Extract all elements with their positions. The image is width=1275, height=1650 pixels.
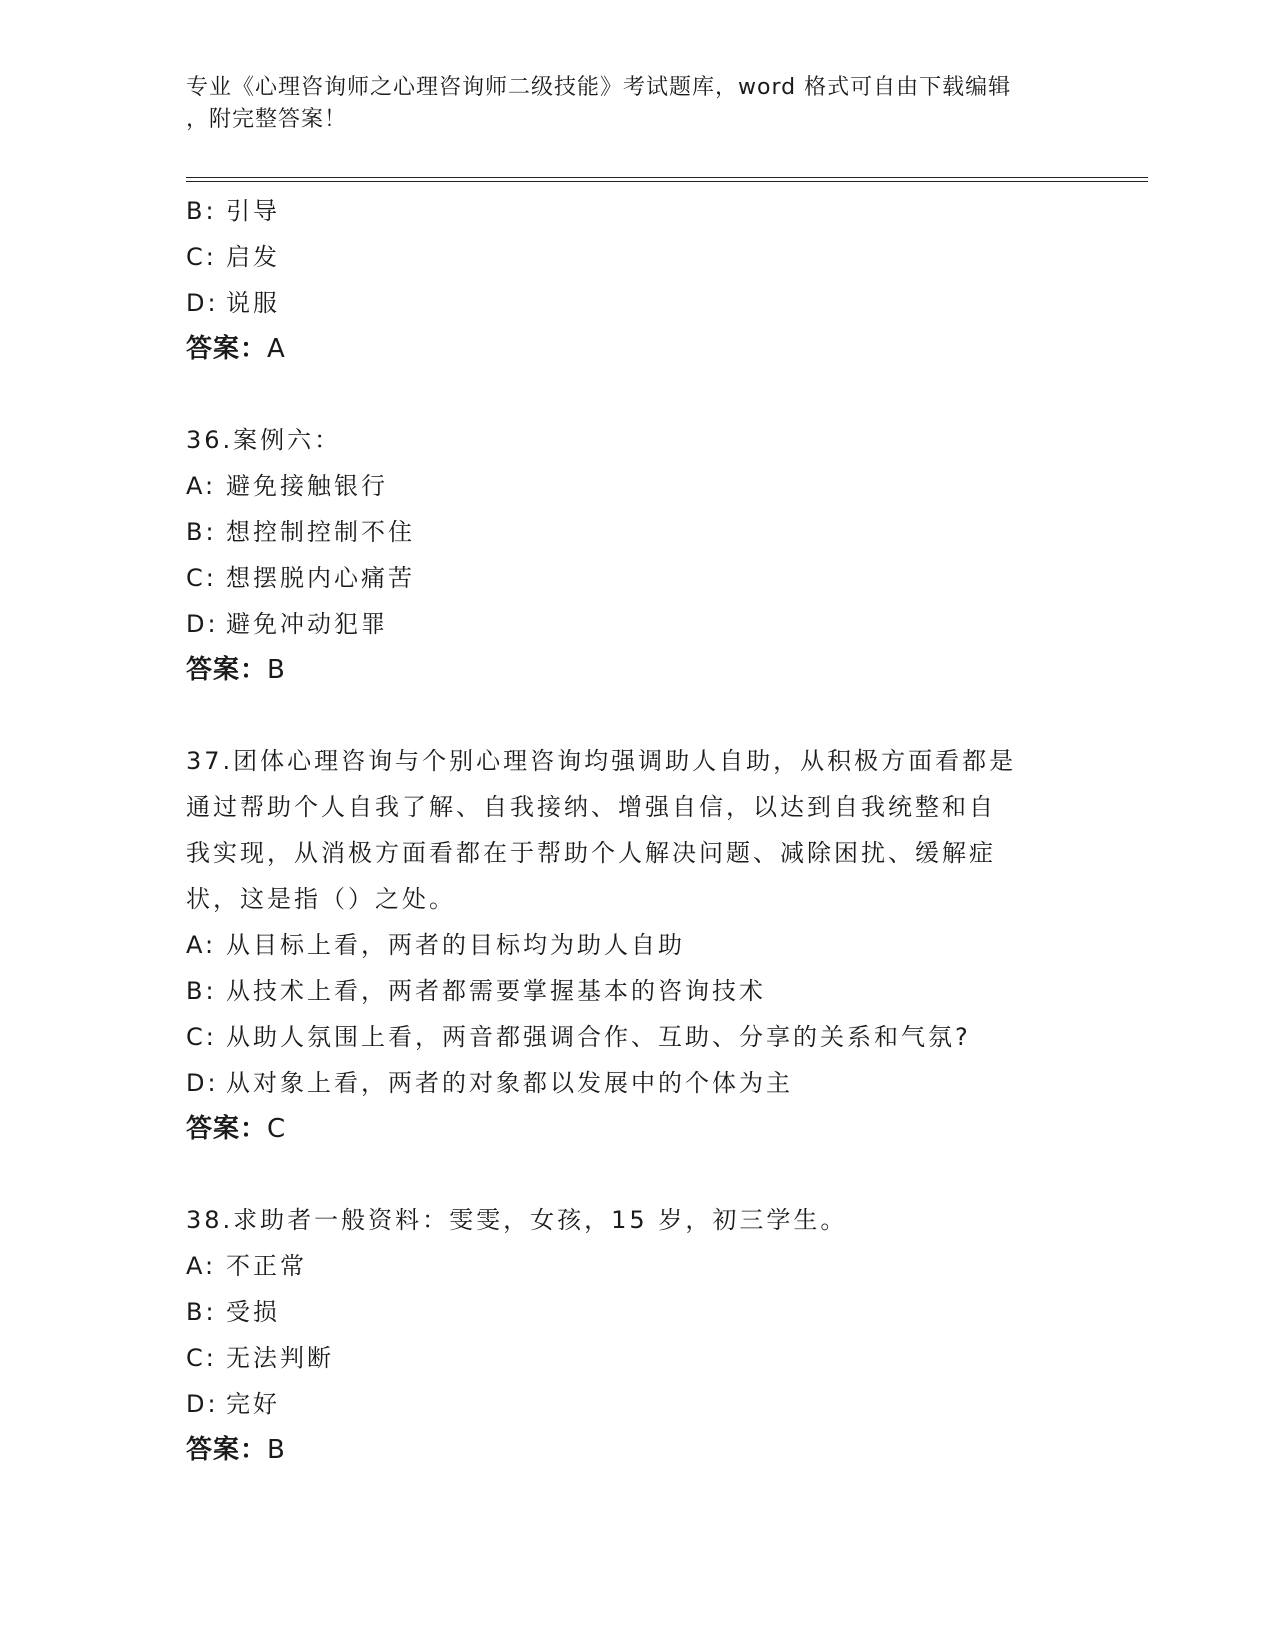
- option: [186, 188, 1086, 234]
- option-text: 从对象上看，两者的对象都以发展中的个体为主: [226, 1069, 793, 1097]
- option-text: 避免接触银行: [226, 472, 388, 500]
- header-rule: [186, 177, 1148, 182]
- option-text: 启发: [226, 243, 280, 271]
- option: [186, 1335, 1086, 1381]
- document-body: [186, 188, 1086, 1473]
- option-letter: C:: [186, 564, 217, 592]
- answer: [186, 326, 1086, 372]
- option-text: 从技术上看，两者都需要掌握基本的咨询技术: [226, 977, 766, 1005]
- spacer: [186, 372, 1086, 417]
- option: [186, 1381, 1086, 1427]
- question-36: [186, 417, 1086, 693]
- option-letter: B:: [186, 1298, 217, 1326]
- option: [186, 922, 1086, 968]
- option-text: 想摆脱内心痛苦: [226, 564, 415, 592]
- option-letter: A:: [186, 1252, 217, 1280]
- option-text: 不正常: [226, 1252, 307, 1280]
- option: [186, 1243, 1086, 1289]
- option-letter: B:: [186, 977, 217, 1005]
- option-text: 无法判断: [226, 1344, 334, 1372]
- option-letter: D:: [186, 1390, 219, 1418]
- option-letter: C:: [186, 1023, 217, 1051]
- spacer: [186, 1152, 1086, 1197]
- option: [186, 509, 1086, 555]
- option-text: 想控制控制不住: [226, 518, 415, 546]
- answer-value: A: [267, 334, 286, 364]
- question-37: [186, 738, 1086, 1152]
- spacer: [186, 693, 1086, 738]
- option: [186, 280, 1086, 326]
- question-stem: [186, 738, 1086, 922]
- option-letter: C:: [186, 243, 217, 271]
- header-line-2: ，附完整答案！: [186, 107, 348, 132]
- option-letter: A:: [186, 472, 217, 500]
- option: [186, 601, 1086, 647]
- option-text: 避免冲动犯罪: [226, 610, 388, 638]
- option: [186, 234, 1086, 280]
- answer-label: 答案：: [186, 1114, 268, 1144]
- option-text: 受损: [226, 1298, 280, 1326]
- stem-line: 我实现，从消极方面看都在于帮助个人解决问题、减除困扰、缓解症: [186, 839, 996, 867]
- option-text: 说服: [226, 289, 280, 317]
- prev-question: [186, 188, 1086, 372]
- stem-line: 38.求助者一般资料：雯雯，女孩，15 岁，初三学生。: [186, 1206, 848, 1234]
- option-text: 引导: [226, 197, 280, 225]
- answer-value: C: [267, 1114, 287, 1144]
- answer-value: B: [267, 655, 286, 685]
- option: [186, 463, 1086, 509]
- option-letter: B:: [186, 197, 217, 225]
- option-letter: D:: [186, 1069, 219, 1097]
- page-header: [186, 72, 1086, 136]
- answer-value: B: [267, 1435, 286, 1465]
- question-stem: [186, 1197, 1086, 1243]
- option: [186, 1289, 1086, 1335]
- question-stem: [186, 417, 1086, 463]
- option-letter: D:: [186, 610, 219, 638]
- stem-line: 状，这是指（）之处。: [186, 885, 456, 913]
- answer: [186, 647, 1086, 693]
- answer-label: 答案：: [186, 1435, 268, 1465]
- option-letter: D:: [186, 289, 219, 317]
- option-letter: B:: [186, 518, 217, 546]
- option-letter: A:: [186, 931, 217, 959]
- option-text: 从目标上看，两者的目标均为助人自助: [226, 931, 685, 959]
- stem-line: 37.团体心理咨询与个别心理咨询均强调助人自助，从积极方面看都是: [186, 747, 1017, 775]
- stem-line: 36.案例六：: [186, 426, 342, 454]
- question-38: [186, 1197, 1086, 1473]
- option: [186, 968, 1086, 1014]
- option: [186, 1060, 1086, 1106]
- option: [186, 1014, 1086, 1060]
- answer: [186, 1427, 1086, 1473]
- answer: [186, 1106, 1086, 1152]
- option-text: 完好: [226, 1390, 280, 1418]
- header-line-1: 专业《心理咨询师之心理咨询师二级技能》考试题库，word 格式可自由下载编辑: [186, 75, 1012, 100]
- option-letter: C:: [186, 1344, 217, 1372]
- answer-label: 答案：: [186, 334, 268, 364]
- stem-line: 通过帮助个人自我了解、自我接纳、增强自信，以达到自我统整和自: [186, 793, 996, 821]
- option-text: 从助人氛围上看，两音都强调合作、互助、分享的关系和气氛?: [226, 1023, 971, 1051]
- option: [186, 555, 1086, 601]
- answer-label: 答案：: [186, 655, 268, 685]
